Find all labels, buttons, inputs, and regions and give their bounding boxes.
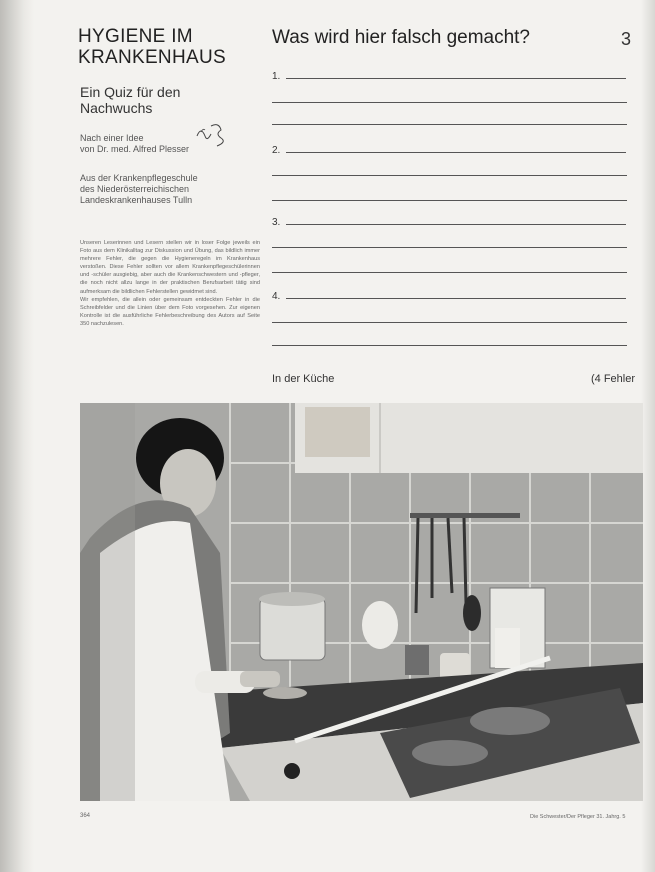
article-subtitle-text: Ein Quiz für den Nachwuchs bbox=[80, 84, 181, 116]
page-number-partial: 3 bbox=[621, 29, 632, 49]
answer-line[interactable] bbox=[286, 152, 626, 153]
source-line: Landeskrankenhauses Tulln bbox=[80, 195, 193, 205]
article-title: HYGIENE IM KRANKENHAUS bbox=[78, 26, 226, 68]
photo-caption: In der Küche bbox=[272, 373, 335, 385]
article-body bbox=[80, 239, 260, 328]
page-gutter-shadow bbox=[0, 0, 34, 872]
footer-journal: Die Schwester/Der Pfleger 31. Jahrg. 5 bbox=[530, 814, 626, 820]
answer-line[interactable] bbox=[272, 345, 627, 346]
answer-line[interactable] bbox=[286, 224, 626, 225]
answer-number: 3. bbox=[272, 217, 281, 228]
answer-line[interactable] bbox=[272, 102, 627, 103]
kitchen-photo bbox=[80, 403, 643, 801]
handwritten-signature bbox=[193, 118, 229, 148]
footer-page-number: 364 bbox=[80, 813, 91, 819]
answer-line[interactable] bbox=[286, 298, 626, 299]
answer-line[interactable] bbox=[272, 247, 627, 248]
credit-line: von Dr. med. Alfred Plesser bbox=[80, 144, 190, 154]
answer-line[interactable] bbox=[272, 124, 627, 125]
answer-number: 2. bbox=[272, 145, 281, 156]
quiz-question: Was wird hier falsch gemacht? bbox=[272, 27, 531, 48]
answer-number: 1. bbox=[272, 71, 281, 82]
source-line: des Niederösterreichischen bbox=[80, 184, 190, 194]
answer-line[interactable] bbox=[272, 200, 627, 201]
author-credit bbox=[80, 133, 189, 155]
answer-line[interactable] bbox=[272, 322, 627, 323]
photo-illustration bbox=[80, 403, 643, 801]
body-paragraph: Unseren Leserinnen und Lesern stellen wir in loser Folge jeweils ein Foto aus dem Klinikalltag zur Diskussion und Übung, das bildlich immer mehrere Fehler, die gegen die Hygieneregeln im Krankenhaus verstoßen. Diese Fehler sollten vor allem Krankenpflegeschülerinnen und -schüler ausgiebig, aber auch die Krankenschwestern und -pfleger, die noch nicht allzu lange in der praktischen Berufsarbeit tätig sind aufmerksam die bildlichen Fehlerstellen gewidmet sind. bbox=[80, 240, 260, 295]
answer-line[interactable] bbox=[272, 175, 627, 176]
page-edge bbox=[641, 0, 655, 872]
answer-line[interactable] bbox=[272, 272, 627, 273]
credit-line: Nach einer Idee bbox=[80, 133, 144, 143]
source-credit bbox=[80, 173, 198, 206]
error-count: (4 Fehler bbox=[591, 373, 636, 385]
body-paragraph: Wir empfehlen, die allein oder gemeinsam entdeckten Fehler in die Schreibfelder und die Linien über dem Foto vorgesehen. Zur eigenen Kontrolle ist die ausführliche Fehlerbeschreibung des Autors auf Seite 350 nachzulesen. bbox=[80, 296, 260, 327]
source-line: Aus der Krankenpflegeschule bbox=[80, 173, 198, 183]
answer-number: 4. bbox=[272, 291, 281, 302]
answer-line[interactable] bbox=[286, 78, 626, 79]
